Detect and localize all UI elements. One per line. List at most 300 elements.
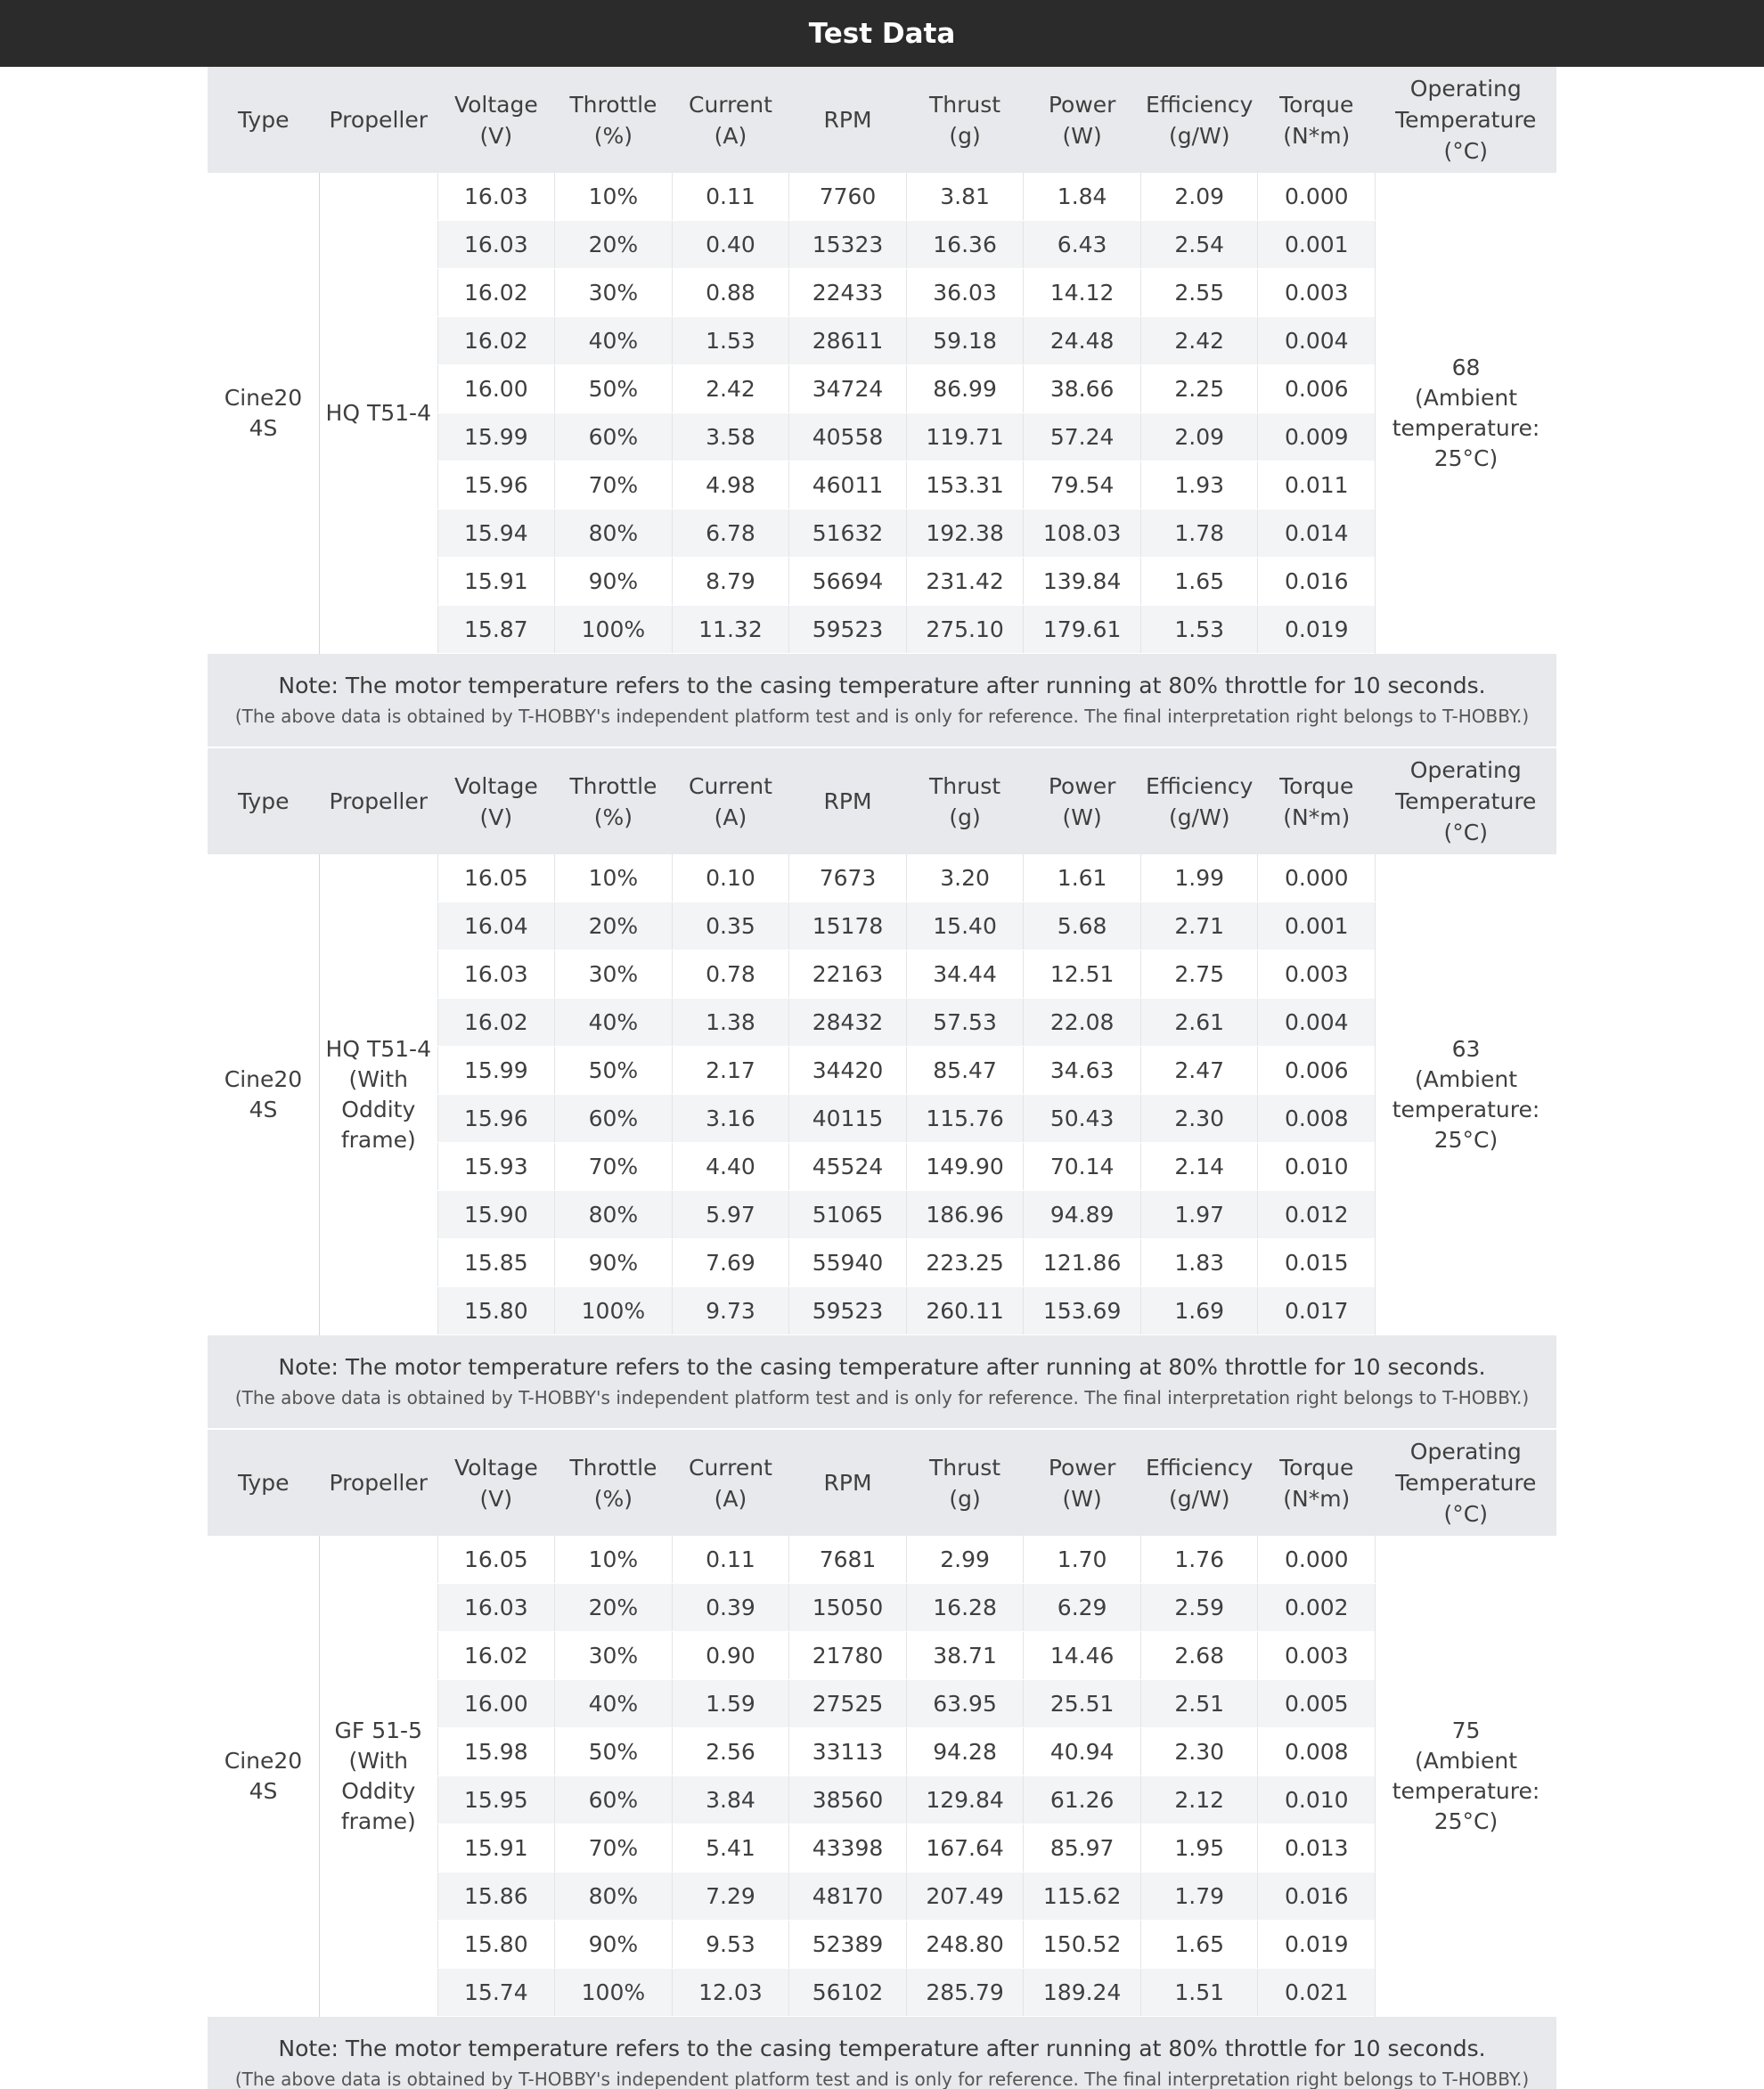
- temperature-cell: [1376, 854, 1556, 1335]
- cell-throttle: 30%: [555, 269, 673, 317]
- text-line: Current: [689, 772, 772, 799]
- cell-torque: 0.005: [1258, 1680, 1376, 1728]
- cell-rpm: 59523: [789, 606, 907, 654]
- text-line: Temperature: [1395, 107, 1537, 133]
- cell-power: 40.94: [1024, 1728, 1141, 1776]
- cell-current: 11.32: [672, 606, 789, 654]
- cell-throttle: 40%: [555, 317, 673, 365]
- column-header-current: [672, 1430, 789, 1536]
- column-header-power: [1024, 67, 1141, 173]
- test-note: [208, 1335, 1556, 1430]
- column-header-throttle: [555, 67, 673, 173]
- temperature-cell: [1376, 1536, 1556, 2017]
- text-line: (N*m): [1283, 122, 1351, 149]
- text-line: temperature:: [1392, 414, 1540, 441]
- cell-rpm: 34420: [789, 1047, 907, 1095]
- cell-voltage: 15.96: [437, 1095, 555, 1143]
- note-disclaimer-text: (The above data is obtained by T-HOBBY's independent platform test and is only for reference. The final interpretation right belongs to T-HOBBY.): [234, 2069, 1530, 2089]
- text-line: Efficiency: [1145, 772, 1254, 799]
- cell-throttle: 70%: [555, 1824, 673, 1873]
- column-header-temperature: [1376, 67, 1556, 173]
- text-line: 4S: [249, 1777, 278, 1804]
- cell-efficiency: 2.54: [1140, 221, 1258, 269]
- cell-power: 50.43: [1024, 1095, 1141, 1143]
- cell-thrust: 34.44: [906, 951, 1024, 999]
- cell-rpm: 15323: [789, 221, 907, 269]
- cell-voltage: 16.02: [437, 269, 555, 317]
- cell-rpm: 56694: [789, 558, 907, 606]
- text-line: Oddity: [341, 1777, 416, 1804]
- cell-throttle: 100%: [555, 1969, 673, 2017]
- column-header-thrust: [906, 67, 1024, 173]
- column-header-throttle: [555, 1430, 673, 1536]
- cell-current: 5.97: [672, 1191, 789, 1239]
- cell-efficiency: 2.30: [1140, 1095, 1258, 1143]
- propeller-cell: [319, 854, 437, 1335]
- cell-thrust: 285.79: [906, 1969, 1024, 2017]
- cell-efficiency: 2.55: [1140, 269, 1258, 317]
- cell-current: 1.38: [672, 999, 789, 1047]
- cell-power: 12.51: [1024, 951, 1141, 999]
- cell-voltage: 16.03: [437, 951, 555, 999]
- table-header-row: [208, 748, 1556, 854]
- cell-torque: 0.000: [1258, 173, 1376, 221]
- cell-efficiency: 2.09: [1140, 173, 1258, 221]
- cell-torque: 0.015: [1258, 1239, 1376, 1287]
- text-line: 75: [1451, 1717, 1481, 1743]
- cell-rpm: 7760: [789, 173, 907, 221]
- cell-torque: 0.002: [1258, 1584, 1376, 1632]
- cell-efficiency: 1.51: [1140, 1969, 1258, 2017]
- cell-thrust: 59.18: [906, 317, 1024, 365]
- cell-rpm: 51065: [789, 1191, 907, 1239]
- cell-power: 24.48: [1024, 317, 1141, 365]
- cell-voltage: 16.03: [437, 173, 555, 221]
- text-line: frame): [340, 1126, 416, 1153]
- text-line: Torque: [1279, 1454, 1354, 1481]
- text-line: HQ T51-4: [325, 1035, 431, 1062]
- text-line: (Ambient: [1414, 1065, 1518, 1092]
- text-line: (°C): [1443, 820, 1488, 845]
- column-header-voltage: [437, 67, 555, 173]
- cell-efficiency: 2.59: [1140, 1584, 1258, 1632]
- cell-throttle: 60%: [555, 1095, 673, 1143]
- text-line: Current: [689, 1454, 772, 1481]
- cell-voltage: 16.03: [437, 221, 555, 269]
- cell-torque: 0.016: [1258, 1873, 1376, 1921]
- column-header-propeller: Propeller: [319, 748, 437, 854]
- cell-voltage: 16.02: [437, 999, 555, 1047]
- cell-thrust: 94.28: [906, 1728, 1024, 1776]
- text-line: Voltage: [453, 772, 538, 799]
- column-header-throttle: [555, 748, 673, 854]
- cell-current: 0.11: [672, 173, 789, 221]
- note-main-text: Note: The motor temperature refers to the casing temperature after running at 80% throttle for 10 seconds.: [278, 673, 1486, 698]
- text-line: (With: [348, 1747, 409, 1774]
- cell-current: 0.90: [672, 1632, 789, 1680]
- text-line: (g/W): [1168, 804, 1230, 830]
- column-header-torque: [1258, 1430, 1376, 1536]
- cell-torque: 0.021: [1258, 1969, 1376, 2017]
- cell-rpm: 7673: [789, 854, 907, 902]
- cell-efficiency: 2.68: [1140, 1632, 1258, 1680]
- cell-torque: 0.008: [1258, 1095, 1376, 1143]
- cell-efficiency: 1.69: [1140, 1287, 1258, 1335]
- cell-torque: 0.017: [1258, 1287, 1376, 1335]
- cell-torque: 0.004: [1258, 999, 1376, 1047]
- cell-throttle: 80%: [555, 1191, 673, 1239]
- cell-thrust: 15.40: [906, 902, 1024, 951]
- cell-thrust: 192.38: [906, 510, 1024, 558]
- cell-efficiency: 1.97: [1140, 1191, 1258, 1239]
- cell-current: 0.35: [672, 902, 789, 951]
- column-header-current: [672, 748, 789, 854]
- cell-thrust: 186.96: [906, 1191, 1024, 1239]
- text-line: GF 51-5: [334, 1717, 422, 1743]
- cell-power: 139.84: [1024, 558, 1141, 606]
- cell-thrust: 167.64: [906, 1824, 1024, 1873]
- cell-voltage: 15.94: [437, 510, 555, 558]
- cell-torque: 0.000: [1258, 1536, 1376, 1584]
- cell-voltage: 16.02: [437, 317, 555, 365]
- text-line: (Ambient: [1414, 384, 1518, 411]
- cell-thrust: 16.28: [906, 1584, 1024, 1632]
- column-header-power: [1024, 1430, 1141, 1536]
- cell-rpm: 33113: [789, 1728, 907, 1776]
- text-line: (%): [593, 122, 633, 149]
- cell-throttle: 10%: [555, 854, 673, 902]
- cell-torque: 0.011: [1258, 461, 1376, 510]
- cell-throttle: 70%: [555, 461, 673, 510]
- cell-current: 2.42: [672, 365, 789, 413]
- table-row: [208, 173, 1556, 221]
- type-cell: [208, 854, 319, 1335]
- column-header-efficiency: [1140, 748, 1258, 854]
- cell-current: 0.88: [672, 269, 789, 317]
- cell-efficiency: 1.65: [1140, 558, 1258, 606]
- cell-rpm: 59523: [789, 1287, 907, 1335]
- cell-thrust: 260.11: [906, 1287, 1024, 1335]
- note-main-text: Note: The motor temperature refers to the casing temperature after running at 80% throttle for 10 seconds.: [278, 2036, 1486, 2061]
- column-header-thrust: [906, 748, 1024, 854]
- cell-throttle: 90%: [555, 1921, 673, 1969]
- column-header-type: Type: [208, 1430, 319, 1536]
- cell-efficiency: 2.75: [1140, 951, 1258, 999]
- cell-thrust: 153.31: [906, 461, 1024, 510]
- cell-power: 34.63: [1024, 1047, 1141, 1095]
- cell-current: 2.56: [672, 1728, 789, 1776]
- cell-throttle: 40%: [555, 1680, 673, 1728]
- cell-voltage: 15.80: [437, 1921, 555, 1969]
- cell-rpm: 46011: [789, 461, 907, 510]
- cell-throttle: 60%: [555, 1776, 673, 1824]
- cell-efficiency: 1.93: [1140, 461, 1258, 510]
- column-header-current: [672, 67, 789, 173]
- text-line: (g/W): [1168, 1485, 1230, 1512]
- cell-throttle: 50%: [555, 1728, 673, 1776]
- cell-torque: 0.006: [1258, 1047, 1376, 1095]
- cell-current: 0.40: [672, 221, 789, 269]
- cell-throttle: 10%: [555, 1536, 673, 1584]
- cell-rpm: 7681: [789, 1536, 907, 1584]
- cell-current: 7.29: [672, 1873, 789, 1921]
- cell-voltage: 15.91: [437, 558, 555, 606]
- note-disclaimer-text: (The above data is obtained by T-HOBBY's independent platform test and is only for reference. The final interpretation right belongs to T-HOBBY.): [234, 1387, 1530, 1408]
- cell-power: 108.03: [1024, 510, 1141, 558]
- cell-throttle: 90%: [555, 1239, 673, 1287]
- text-line: Operating: [1409, 757, 1522, 783]
- cell-throttle: 30%: [555, 951, 673, 999]
- cell-voltage: 15.87: [437, 606, 555, 654]
- text-line: Oddity: [341, 1096, 416, 1122]
- cell-efficiency: 1.79: [1140, 1873, 1258, 1921]
- text-line: 4S: [249, 1096, 278, 1122]
- cell-rpm: 28611: [789, 317, 907, 365]
- cell-voltage: 16.00: [437, 1680, 555, 1728]
- cell-current: 3.16: [672, 1095, 789, 1143]
- text-line: 63: [1451, 1035, 1481, 1062]
- cell-power: 22.08: [1024, 999, 1141, 1047]
- cell-torque: 0.008: [1258, 1728, 1376, 1776]
- cell-power: 25.51: [1024, 1680, 1141, 1728]
- cell-throttle: 100%: [555, 606, 673, 654]
- cell-thrust: 149.90: [906, 1143, 1024, 1191]
- text-line: Voltage: [453, 1454, 538, 1481]
- text-line: Voltage: [453, 91, 538, 118]
- text-line: Cine20: [224, 1065, 303, 1092]
- cell-efficiency: 2.09: [1140, 413, 1258, 461]
- table-row: [208, 1536, 1556, 1584]
- cell-thrust: 2.99: [906, 1536, 1024, 1584]
- cell-efficiency: 1.83: [1140, 1239, 1258, 1287]
- cell-voltage: 15.99: [437, 413, 555, 461]
- column-header-propeller: Propeller: [319, 67, 437, 173]
- text-line: Torque: [1279, 91, 1354, 118]
- cell-rpm: 55940: [789, 1239, 907, 1287]
- test-data-tables: [208, 67, 1556, 2089]
- cell-efficiency: 2.12: [1140, 1776, 1258, 1824]
- cell-current: 7.69: [672, 1239, 789, 1287]
- cell-current: 9.53: [672, 1921, 789, 1969]
- column-header-temperature: [1376, 1430, 1556, 1536]
- column-header-type: Type: [208, 748, 319, 854]
- cell-rpm: 38560: [789, 1776, 907, 1824]
- cell-voltage: 16.05: [437, 1536, 555, 1584]
- text-line: Efficiency: [1145, 1454, 1254, 1481]
- text-line: Current: [689, 91, 772, 118]
- test-data-table: [208, 1430, 1556, 2017]
- text-line: (V): [479, 804, 513, 830]
- cell-voltage: 16.04: [437, 902, 555, 951]
- column-header-power: [1024, 748, 1141, 854]
- table-header-row: [208, 1430, 1556, 1536]
- cell-throttle: 100%: [555, 1287, 673, 1335]
- cell-throttle: 20%: [555, 1584, 673, 1632]
- note-main-text: Note: The motor temperature refers to the casing temperature after running at 80% throttle for 10 seconds.: [278, 1354, 1486, 1380]
- text-line: (g): [949, 1485, 981, 1512]
- cell-throttle: 50%: [555, 365, 673, 413]
- text-line: 68: [1451, 354, 1481, 380]
- table-row: [208, 854, 1556, 902]
- cell-voltage: 16.03: [437, 1584, 555, 1632]
- cell-rpm: 45524: [789, 1143, 907, 1191]
- cell-torque: 0.003: [1258, 1632, 1376, 1680]
- cell-thrust: 119.71: [906, 413, 1024, 461]
- cell-power: 1.61: [1024, 854, 1141, 902]
- cell-voltage: 16.05: [437, 854, 555, 902]
- cell-power: 6.43: [1024, 221, 1141, 269]
- cell-rpm: 15050: [789, 1584, 907, 1632]
- cell-efficiency: 2.71: [1140, 902, 1258, 951]
- text-line: Power: [1048, 1454, 1116, 1481]
- cell-torque: 0.013: [1258, 1824, 1376, 1873]
- cell-throttle: 80%: [555, 510, 673, 558]
- cell-rpm: 21780: [789, 1632, 907, 1680]
- cell-voltage: 15.91: [437, 1824, 555, 1873]
- cell-torque: 0.000: [1258, 854, 1376, 902]
- text-line: (W): [1062, 122, 1102, 149]
- temperature-cell: [1376, 173, 1556, 654]
- cell-efficiency: 2.61: [1140, 999, 1258, 1047]
- cell-thrust: 231.42: [906, 558, 1024, 606]
- propeller-cell: [319, 1536, 437, 2017]
- cell-thrust: 85.47: [906, 1047, 1024, 1095]
- text-line: (W): [1062, 804, 1102, 830]
- cell-efficiency: 2.30: [1140, 1728, 1258, 1776]
- cell-current: 3.84: [672, 1776, 789, 1824]
- cell-torque: 0.010: [1258, 1143, 1376, 1191]
- cell-power: 189.24: [1024, 1969, 1141, 2017]
- type-cell: [208, 173, 319, 654]
- cell-current: 8.79: [672, 558, 789, 606]
- column-header-voltage: [437, 748, 555, 854]
- type-cell: [208, 1536, 319, 2017]
- text-line: Thrust: [929, 1454, 1001, 1481]
- cell-power: 153.69: [1024, 1287, 1141, 1335]
- cell-voltage: 15.80: [437, 1287, 555, 1335]
- cell-power: 6.29: [1024, 1584, 1141, 1632]
- cell-power: 5.68: [1024, 902, 1141, 951]
- text-line: Operating: [1409, 1439, 1522, 1465]
- cell-voltage: 15.96: [437, 461, 555, 510]
- cell-efficiency: 1.95: [1140, 1824, 1258, 1873]
- cell-current: 2.17: [672, 1047, 789, 1095]
- text-line: (°C): [1443, 1501, 1488, 1527]
- text-line: (A): [714, 1485, 747, 1512]
- cell-rpm: 34724: [789, 365, 907, 413]
- text-line: (g/W): [1168, 122, 1230, 149]
- text-line: Operating: [1409, 76, 1522, 102]
- cell-power: 38.66: [1024, 365, 1141, 413]
- column-header-efficiency: [1140, 1430, 1258, 1536]
- text-line: Thrust: [929, 772, 1001, 799]
- text-line: temperature:: [1392, 1777, 1540, 1804]
- column-header-temperature: [1376, 748, 1556, 854]
- cell-voltage: 15.93: [437, 1143, 555, 1191]
- cell-efficiency: 2.47: [1140, 1047, 1258, 1095]
- text-line: Power: [1048, 91, 1116, 118]
- text-line: Torque: [1279, 772, 1354, 799]
- cell-throttle: 60%: [555, 413, 673, 461]
- column-header-efficiency: [1140, 67, 1258, 173]
- cell-rpm: 22433: [789, 269, 907, 317]
- cell-voltage: 15.95: [437, 1776, 555, 1824]
- text-line: Cine20: [224, 1747, 303, 1774]
- text-line: (A): [714, 804, 747, 830]
- cell-power: 79.54: [1024, 461, 1141, 510]
- cell-thrust: 63.95: [906, 1680, 1024, 1728]
- cell-thrust: 115.76: [906, 1095, 1024, 1143]
- cell-current: 1.59: [672, 1680, 789, 1728]
- cell-throttle: 50%: [555, 1047, 673, 1095]
- cell-voltage: 15.74: [437, 1969, 555, 2017]
- text-line: Throttle: [569, 772, 657, 799]
- text-line: HQ T51-4: [325, 399, 431, 426]
- text-line: Temperature: [1395, 788, 1537, 814]
- test-note: [208, 654, 1556, 748]
- cell-thrust: 129.84: [906, 1776, 1024, 1824]
- cell-current: 0.78: [672, 951, 789, 999]
- cell-rpm: 40558: [789, 413, 907, 461]
- cell-power: 61.26: [1024, 1776, 1141, 1824]
- text-line: temperature:: [1392, 1096, 1540, 1122]
- text-line: (A): [714, 122, 747, 149]
- table-header-row: [208, 67, 1556, 173]
- cell-thrust: 248.80: [906, 1921, 1024, 1969]
- cell-rpm: 43398: [789, 1824, 907, 1873]
- cell-torque: 0.009: [1258, 413, 1376, 461]
- cell-throttle: 20%: [555, 221, 673, 269]
- cell-thrust: 36.03: [906, 269, 1024, 317]
- text-line: (°C): [1443, 138, 1488, 164]
- cell-rpm: 52389: [789, 1921, 907, 1969]
- column-header-rpm: RPM: [789, 1430, 907, 1536]
- cell-current: 5.41: [672, 1824, 789, 1873]
- cell-current: 3.58: [672, 413, 789, 461]
- column-header-torque: [1258, 748, 1376, 854]
- cell-efficiency: 1.78: [1140, 510, 1258, 558]
- cell-rpm: 15178: [789, 902, 907, 951]
- column-header-propeller: Propeller: [319, 1430, 437, 1536]
- text-line: (%): [593, 1485, 633, 1512]
- cell-throttle: 90%: [555, 558, 673, 606]
- cell-current: 9.73: [672, 1287, 789, 1335]
- column-header-voltage: [437, 1430, 555, 1536]
- cell-voltage: 16.00: [437, 365, 555, 413]
- cell-power: 14.46: [1024, 1632, 1141, 1680]
- text-line: Throttle: [569, 1454, 657, 1481]
- text-line: Efficiency: [1145, 91, 1254, 118]
- text-line: Throttle: [569, 91, 657, 118]
- cell-voltage: 15.90: [437, 1191, 555, 1239]
- text-line: Power: [1048, 772, 1116, 799]
- cell-throttle: 80%: [555, 1873, 673, 1921]
- propeller-cell: [319, 173, 437, 654]
- page-title: Test Data: [0, 0, 1764, 67]
- cell-torque: 0.019: [1258, 1921, 1376, 1969]
- cell-efficiency: 2.51: [1140, 1680, 1258, 1728]
- cell-torque: 0.012: [1258, 1191, 1376, 1239]
- cell-current: 0.11: [672, 1536, 789, 1584]
- text-line: frame): [340, 1807, 416, 1834]
- cell-efficiency: 2.25: [1140, 365, 1258, 413]
- text-line: (g): [949, 804, 981, 830]
- cell-thrust: 16.36: [906, 221, 1024, 269]
- cell-voltage: 16.02: [437, 1632, 555, 1680]
- cell-efficiency: 2.14: [1140, 1143, 1258, 1191]
- cell-rpm: 56102: [789, 1969, 907, 2017]
- cell-torque: 0.010: [1258, 1776, 1376, 1824]
